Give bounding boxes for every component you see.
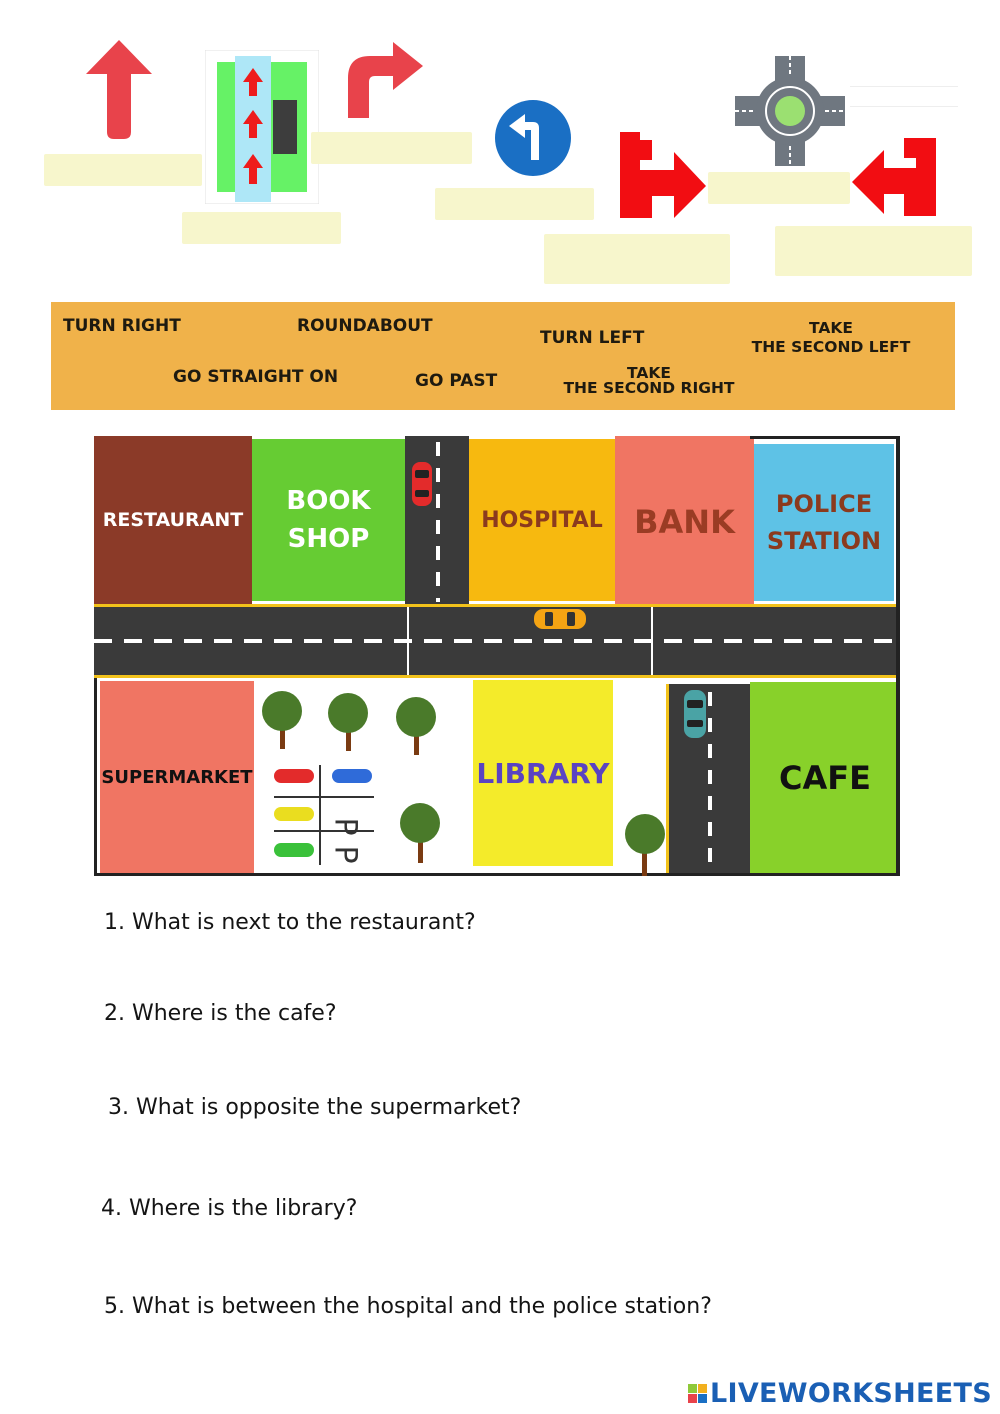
answer-box-2[interactable] <box>182 212 341 244</box>
answer-box-1[interactable] <box>44 154 202 186</box>
question-2: 2. Where is the cafe? <box>104 1001 337 1026</box>
road-divider-1 <box>407 607 409 675</box>
logo-cube-icon <box>688 1384 707 1403</box>
map-frame-right <box>896 436 900 876</box>
question-4: 4. Where is the library? <box>101 1196 358 1221</box>
bank-building <box>615 436 754 608</box>
go-past-street-icon <box>205 50 319 204</box>
word-take-second-left-line1: TAKE <box>809 319 853 337</box>
map-bottom-border <box>94 873 900 876</box>
word-go-past[interactable]: GO PAST <box>415 371 498 391</box>
parking-sign-2: P <box>327 845 363 864</box>
road-edge-bottom <box>94 675 900 678</box>
word-take-second-left-line2: THE SECOND LEFT <box>751 338 911 356</box>
book-shop-label-1: BOOK <box>286 486 371 516</box>
logo-text: LIVEWORKSHEETS <box>709 1378 992 1409</box>
cafe-label: CAFE <box>779 758 871 797</box>
decor-line <box>850 106 958 107</box>
road-dash-bottom <box>708 692 712 868</box>
second-left-arrow-icon <box>852 116 938 216</box>
police-label-1: POLICE <box>775 489 873 518</box>
word-roundabout[interactable]: ROUNDABOUT <box>297 316 433 336</box>
answer-box-7[interactable] <box>775 226 972 276</box>
hospital-building <box>469 439 615 601</box>
supermarket-building <box>100 681 254 873</box>
straight-arrow-icon <box>84 40 154 140</box>
library-label: LIBRARY <box>476 756 610 790</box>
tree-icon <box>620 812 670 876</box>
turn-right-arrow-icon <box>345 42 425 118</box>
teal-car-icon <box>682 688 708 740</box>
restaurant-label: RESTAURANT <box>102 509 244 531</box>
second-right-arrow-icon <box>618 112 708 218</box>
word-take-second-right[interactable] <box>559 366 739 396</box>
word-take-second-left[interactable] <box>751 319 911 357</box>
word-take-second-right-line1: TAKE <box>627 364 671 382</box>
town-map <box>94 436 900 876</box>
park-and-parking-icon <box>254 681 472 873</box>
parking-sign-1: P <box>327 817 363 836</box>
road-divider-2 <box>651 607 653 675</box>
question-5: 5. What is between the hospital and the police station? <box>104 1294 712 1319</box>
question-1: 1. What is next to the restaurant? <box>104 910 476 935</box>
red-car-icon <box>410 460 434 508</box>
road-edge-top <box>94 604 900 607</box>
decor-line <box>850 86 958 87</box>
map-frame-left <box>94 678 97 876</box>
yellow-taxi-icon <box>533 608 587 630</box>
book-shop-building <box>252 439 405 601</box>
turn-left-sign-icon <box>489 94 577 182</box>
word-take-second-right-line2: THE SECOND RIGHT <box>563 379 735 397</box>
answer-box-6[interactable] <box>708 172 850 204</box>
bank-label: BANK <box>634 503 735 541</box>
answer-box-5[interactable] <box>544 234 730 284</box>
library-building <box>473 680 613 866</box>
book-shop-label-2: SHOP <box>287 524 370 554</box>
roundabout-icon <box>735 56 845 166</box>
side-road-edge <box>666 684 669 873</box>
question-3: 3. What is opposite the supermarket? <box>108 1095 522 1120</box>
word-bank <box>51 302 955 410</box>
word-turn-left[interactable]: TURN LEFT <box>540 328 645 348</box>
hospital-label: HOSPITAL <box>481 507 603 533</box>
liveworksheets-logo <box>688 1378 992 1409</box>
supermarket-label: SUPERMARKET <box>101 766 253 788</box>
main-road-dash <box>94 639 900 643</box>
restaurant-building <box>94 436 252 604</box>
map-frame-top <box>750 436 900 439</box>
police-station-building <box>754 444 894 601</box>
word-turn-right[interactable]: TURN RIGHT <box>63 316 181 336</box>
cafe-building <box>750 682 900 873</box>
answer-box-3[interactable] <box>311 132 472 164</box>
road-dash-top <box>436 442 440 602</box>
word-go-straight-on[interactable]: GO STRAIGHT ON <box>173 367 339 387</box>
police-label-2: STATION <box>766 526 882 555</box>
parking-area <box>254 681 472 873</box>
answer-box-4[interactable] <box>435 188 594 220</box>
